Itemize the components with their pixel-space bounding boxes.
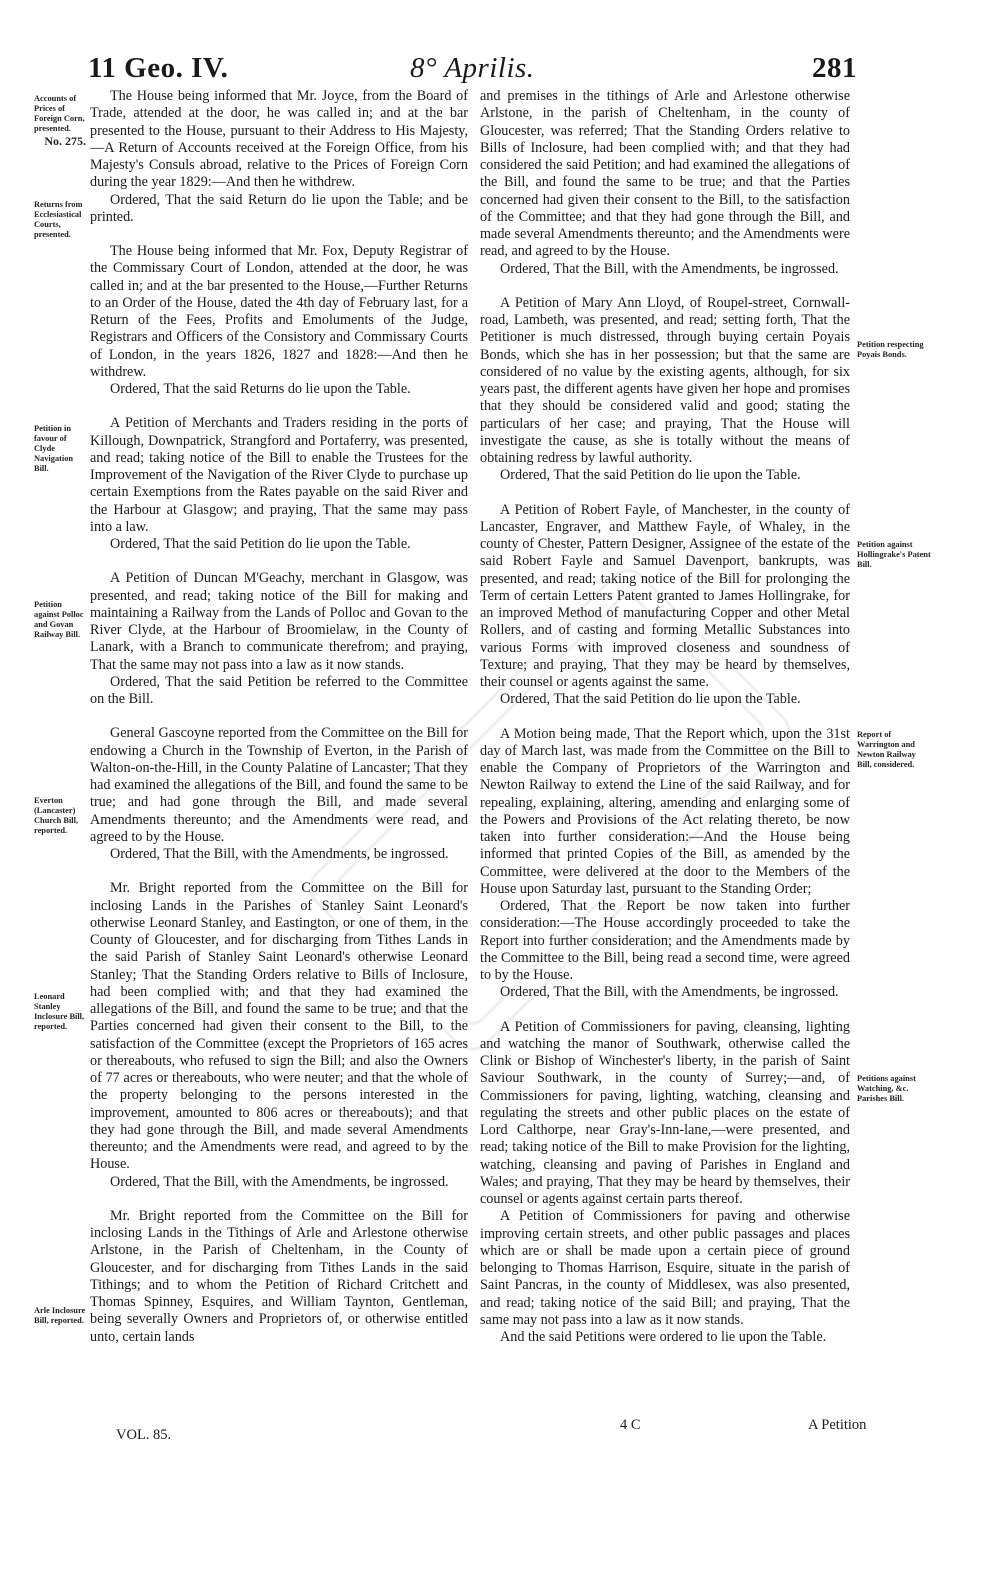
entry-warrington-railway: A Motion being made, That the Report which, upon the 31st day of March last, was made from the Committee on the Bill to enable the Company of Proprietors of the Warrington and Newton Railway to extend the Line of the said Railway, and for repealing, explaining, altering, amending and enlarging some of the Powers and Provisions of the Act relating thereto, be now taken into further consideration:—And the House being informed that printed Copies of the Bill, as amended by the Committee, were delivered at the door to the Members of the House upon Saturday last, pursuant to the Standing Order; [480,725,850,897]
margin-note-polloc-govan-railway: Petition against Polloc and Govan Railway Bill. [34,600,84,639]
order-polloc-govan: Ordered, That the said Petition be referred to the Committee on the Bill. [90,673,468,707]
page-number: 281 [812,52,857,84]
order-foreign-corn: Ordered, That the said Return do lie upon the Table; and be printed. [90,191,468,225]
order-arle-inclosure: Ordered, That the Bill, with the Amendments, be ingrossed. [500,260,839,277]
entry-everton-church: General Gascoyne reported from the Committee on the Bill for endowing a Church in the Township of Everton, in the Parish of Walton-on-the-Hill, in the County Palatine of Lancaster; That they had examined the allegations of the Bill, and found the same to be true; and had gone through the Bill, and made several Amendments thereunto; and the Amendments were read, and agreed to by the House. [90,725,468,845]
margin-note-leonard-stanley: Leonard Stanley Inclosure Bill, reported. [34,992,85,1031]
margin-note-hollingrake-patent: Petition against Hollingrake's Patent Bill. [857,540,931,569]
margin-note-everton-church: Everton (Lancaster) Church Bill, reported. [34,796,79,835]
entry-hollingrake-patent: A Petition of Robert Fayle, of Manchester, in the county of Lancaster, Engraver, and Matthew Fayle, of Whaley, in the county of Chester, Pattern Designer, Assignee of the estate of the said Robert Fayle and Samuel Davenport, bankrupts, was presented, and read; taking notice of the Bill for prolonging the Term of certain Letters Patent granted to James Hollingrake, for an improved Method of manufacturing Copper and other Metal Rollers, and of casting and forming Metallic Substances into various Forms with improved closeness and soundness of Texture; and praying, That they may be heard by themselves, their counsel or agents against the same. [480,501,850,690]
order-warrington-report: Ordered, That the Report be now taken into further consideration:—The House accordingly proceeded to take the Report into further consideration; and the Amendments made by the Committee to the Bill, being read a second time, were agreed to by the House. [480,898,850,983]
order-ecclesiastical-returns: Ordered, That the said Returns do lie upon the Table. [110,381,411,397]
entry-ecclesiastical-returns: The House being informed that Mr. Fox, Deputy Registrar of the Commissary Court of London, attended at the door, he was called in; and at the bar presented to the House,—Further Returns to an Order of the House, dated the 4th day of February last, for a Return of the Fees, Profits and Emoluments of the Judge, Registrars and Officers of the Consistory and Commissary Courts of London, in the years 1826, 1827 and 1828:—And then he withdrew. [90,243,468,380]
entry-polloc-govan: A Petition of Duncan M'Geachy, merchant in Glasgow, was presented, and read; taking notice of the Bill for making and maintaining a Railway from the Lands of Polloc and Govan to the River Clyde, at the Harbour of Broomielaw, in the County of Lanark, with a Branch to communicate therefrom; and praying, That the same may not pass into a law as it now stands. [90,570,468,673]
right-column [480,88,850,1346]
volume-number: VOL. 85. [116,1427,172,1443]
margin-note-poyais-bonds: Petition respecting Poyais Bonds. [857,340,924,359]
margin-note-watching-parishes: Petitions against Watching, &c. Parishes Bill. [857,1074,916,1103]
entry-clyde-navigation: A Petition of Merchants and Traders residing in the ports of Killough, Downpatrick, Strangford and Portaferry, was presented, and read; taking notice of the Bill to enable the Trustees for the Improvement of the Navigation of the River Clyde to purchase up certain Exemptions from the Rates payable on the said River and the Harbour at Glasgow; and praying, That the same may pass into a law. [90,415,468,535]
order-leonard-stanley: Ordered, That the Bill, with the Amendments, be ingrossed. [110,1173,449,1190]
entry-foreign-corn: The House being informed that Mr. Joyce, from the Board of Trade, attended at the door, he was called in; and at the bar presented to the House, pursuant to their Address to His Majesty,—A Return of Accounts received at the Foreign Office, from his Majesty's Consuls abroad, relative to the Prices of Foreign Corn during the year 1829:—And then he withdrew. [90,88,468,191]
entry-poyais-bonds: A Petition of Mary Ann Lloyd, of Roupel-street, Cornwall-road, Lambeth, was presented, and read; setting forth, That the Petitioner is much distressed, through buying certain Poyais Bonds, which she has in her possession; but that the same are considered of no value by the existing agents, although, for six years past, the different agents have given her hope and promises that they should be considered valid and good; stating the particulars of her case; and praying, That the House will investigate the cause, as she is totally without the means of obtaining redress by lawful authority. [480,294,850,466]
order-clyde-navigation: Ordered, That the said Petition do lie upon the Table. [110,536,411,552]
entry-arle-inclosure: Mr. Bright reported from the Committee on the Bill for inclosing Lands in the Tithings of Arle and Arlestone otherwise Arlstone, in the Parish of Cheltenham, in the County of Gloucester, and for discharging from Tithes Lands in the said Tithings; and to whom the Petition of Richard Critchett and Thomas Spinney, Esquires, and William Taynton, Gentleman, being severally Owners and Proprietors of, or otherwise entitled unto, certain lands [90,1207,468,1345]
signature-mark: 4 C [620,1417,641,1433]
order-hollingrake-patent: Ordered, That the said Petition do lie upon the Table. [500,691,801,708]
running-head-date: 8° Aprilis. [410,52,535,84]
margin-note-warrington-railway: Report of Warrington and Newton Railway Bill, considered. [857,730,916,769]
margin-note-clyde-navigation: Petition in favour of Clyde Navigation Bill. [34,424,74,473]
margin-note-foreign-corn: Accounts of Prices of Foreign Corn, presented. No. 275. [34,94,86,148]
order-petitions-table: And the said Petitions were ordered to lie upon the Table. [500,1329,827,1345]
entry-saint-pancras: A Petition of Commissioners for paving and otherwise improving certain streets, and other public passages and places which are or shall be made upon a certain piece of ground belonging to Thomas Harrison, Esquire, situate in the parish of Saint Pancras, in the county of Middlesex, was also presented, and read; taking notice of the said Bill; and praying, That the same may not pass into a law as it now stands. [480,1208,850,1328]
order-warrington-ingross: Ordered, That the Bill, with the Amendments, be ingrossed. [500,984,839,1001]
order-everton-church: Ordered, That the Bill, with the Amendments, be ingrossed. [110,846,449,862]
margin-note-number: No. 275. [44,134,86,148]
running-head-regnal-year: 11 Geo. IV. [88,52,229,84]
entry-arle-continued: and premises in the tithings of Arle and Arlestone otherwise Arlstone, in the parish of Cheltenham, in the county of Gloucester, was referred; That the Standing Orders relative to Bills of Inclosure, had been complied with; and that they had considered the said Petition; and had examined the allegations of the Bill, and found the same to be true; and that the Parties concerned had given their consent to the Bill, to the satisfaction of the Committee; and that they had gone through the Bill, and made several Amendments thereunto; and the Amendments were read, and agreed to by the House. [480,88,850,260]
entry-leonard-stanley: Mr. Bright reported from the Committee on the Bill for inclosing Lands in the Parishes of Stanley Saint Leonard's otherwise Leonard Stanley, and Eastington, or one of them, in the County of Gloucester, and for discharging from Tithes Lands in the said Parish of Stanley Saint Leonard's otherwise Leonard Stanley; That the Standing Orders relative to Bills of Inclosure, had been complied with; and that they had examined the allegations of the Bill, and found the same to be true; and that the Parties concerned had given their consent to the Bill, to the satisfaction of the Committee (except the Proprietors of 165 acres or thereabouts, who refused to sign the Bill; and also the Owners of 77 acres or thereabouts, who were neuter; and that the whole of the property belonging to the persons interested in the improvement, amounted to 806 acres or thereabouts); and that they had gone through the Bill, and made several Amendments thereunto; and the Amendments were read, and agreed to by the House. [90,880,468,1173]
margin-note-ecclesiastical-returns: Returns from Ecclesiastical Courts, presented. [34,200,83,239]
order-poyais-bonds: Ordered, That the said Petition do lie upon the Table. [500,467,801,484]
entry-watching-parishes: A Petition of Commissioners for paving, cleansing, lighting and watching the manor of Southwark, otherwise called the Clink or Bishop of Winchester's liberty, in the parish of Saint Saviour Southwark, in the county of Surrey;—and, of Commissioners for paving, lighting, watching, cleansing and regulating the streets and other public places on the estate of Lord Calthorpe, near Gray's-Inn-lane,—were presented, and read; taking notice of the Bill to make Provision for the lighting, watching, cleansing and paving of Parishes in England and Wales; and praying, That they may be heard by themselves, their counsel or agents against certain parts thereof. [480,1018,850,1207]
margin-note-arle-inclosure: Arle Inclosure Bill, reported. [34,1306,86,1325]
catchword: A Petition [808,1417,867,1433]
left-column [90,88,468,1346]
